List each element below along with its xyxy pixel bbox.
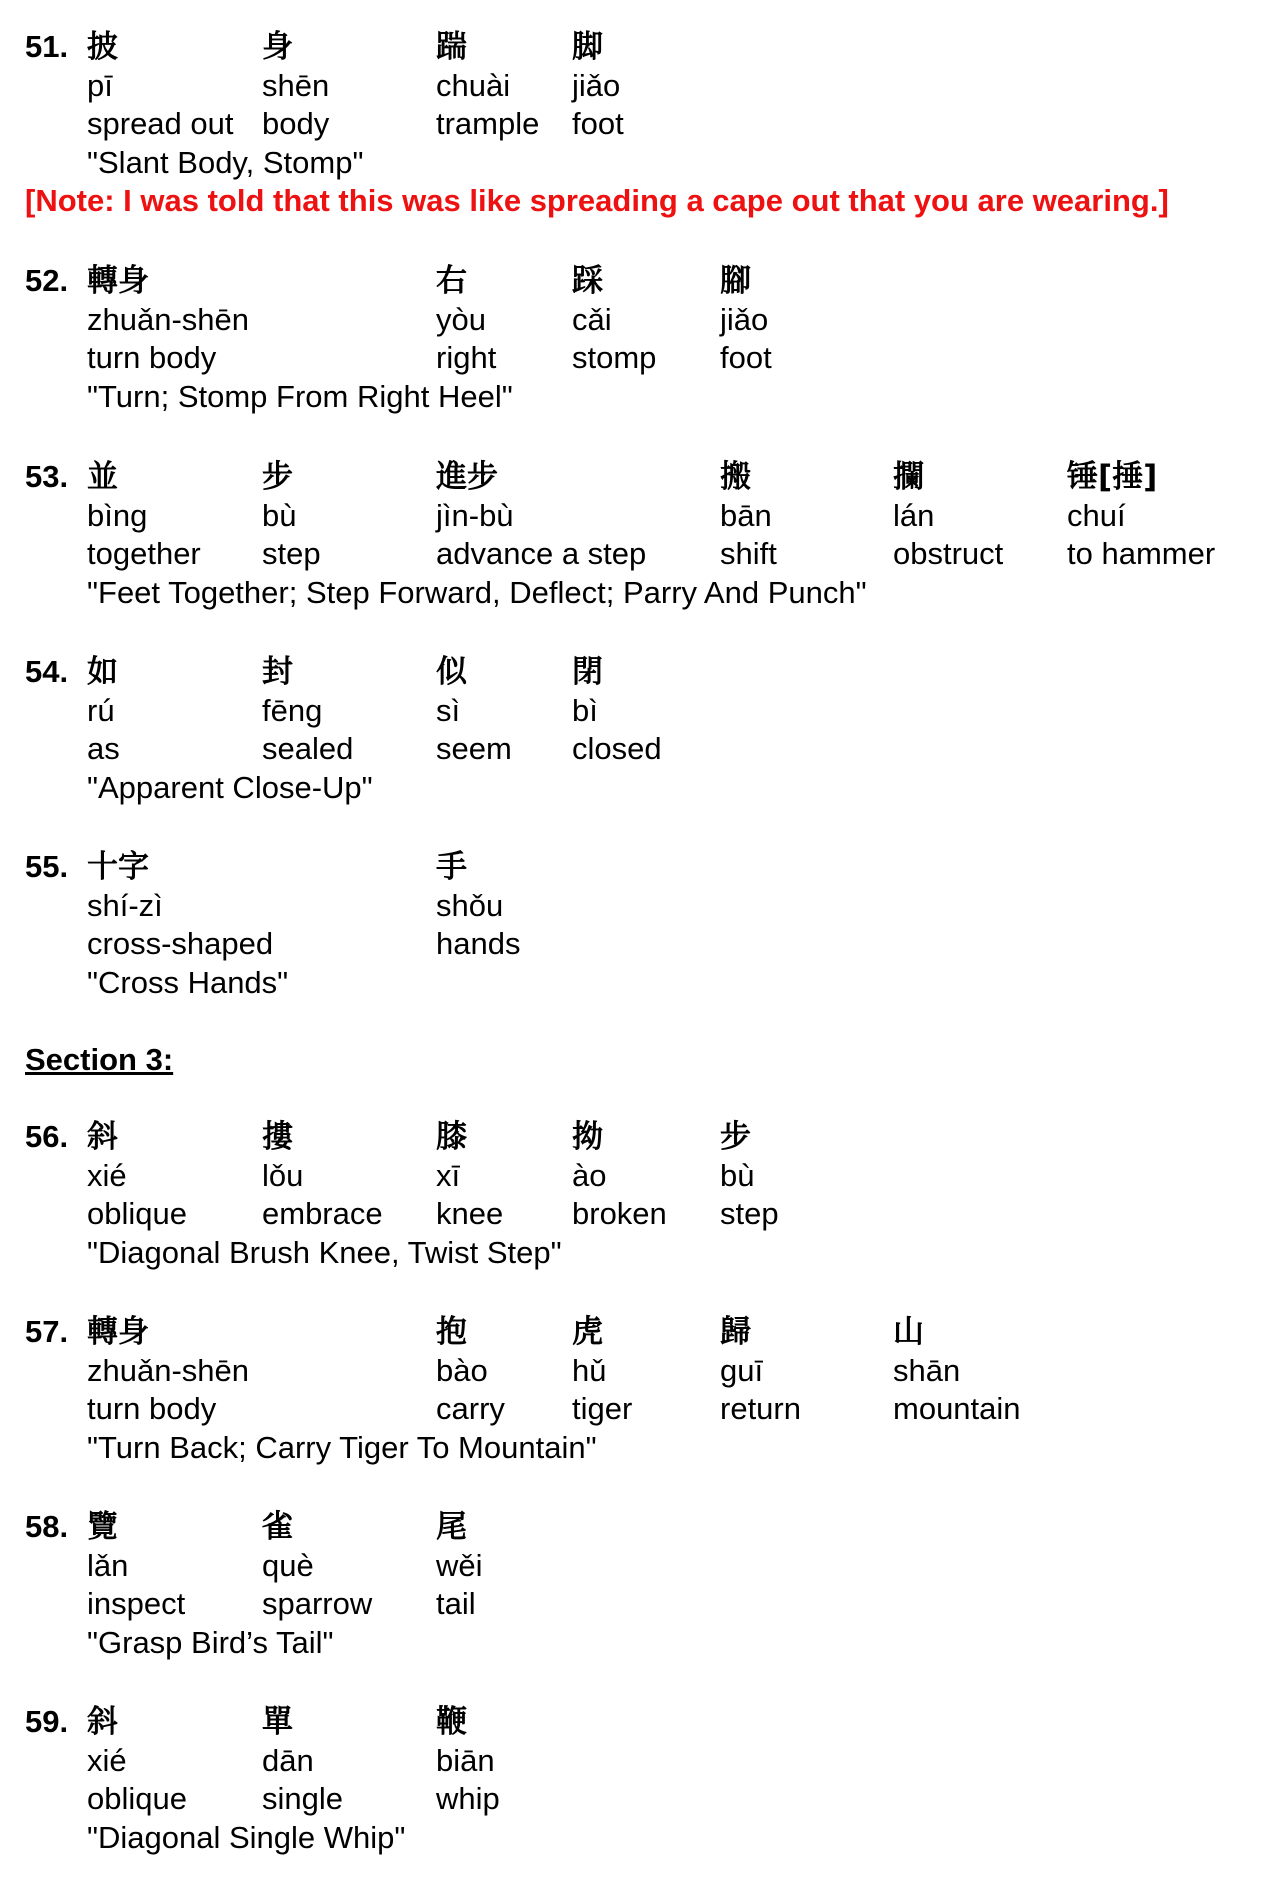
hanzi-term: 歸	[720, 1314, 751, 1350]
hanzi-term: 虎	[572, 1314, 603, 1350]
english-term: broken	[572, 1196, 667, 1231]
english-term: foot	[572, 106, 624, 141]
pinyin-term: jìn-bù	[436, 497, 514, 533]
pinyin-row	[0, 887, 1275, 925]
english-row	[0, 1390, 1275, 1428]
english-translation: "Cross Hands"	[87, 964, 289, 1000]
hanzi-term: 並	[87, 459, 118, 495]
pinyin-term: xié	[87, 1742, 127, 1778]
hanzi-term: 腳	[720, 263, 751, 299]
form-entry	[0, 653, 1275, 807]
pinyin-term: lǎn	[87, 1547, 129, 1583]
english-term: together	[87, 536, 201, 571]
pinyin-term: bù	[720, 1157, 755, 1193]
hanzi-term: 锤[捶]	[1067, 459, 1158, 495]
english-term: to hammer	[1067, 536, 1216, 571]
english-term: single	[262, 1781, 343, 1816]
hanzi-term: 雀	[262, 1509, 293, 1545]
hanzi-term: 似	[436, 654, 467, 690]
hanzi-term: 單	[262, 1704, 293, 1740]
entry-number: 57.	[25, 1314, 69, 1349]
entry-number: 52.	[25, 263, 69, 298]
hanzi-term: 拗	[572, 1119, 603, 1155]
pinyin-row	[0, 692, 1275, 730]
english-term: shift	[720, 536, 777, 571]
english-term: oblique	[87, 1781, 187, 1816]
english-term: advance a step	[436, 536, 647, 571]
pinyin-term: chuí	[1067, 497, 1126, 533]
hanzi-term: 轉身	[87, 263, 149, 299]
english-term: hands	[436, 926, 521, 961]
english-term: embrace	[262, 1196, 383, 1231]
english-row	[0, 1585, 1275, 1623]
hanzi-term: 披	[87, 29, 118, 65]
english-row	[0, 1780, 1275, 1818]
pinyin-term: què	[262, 1547, 314, 1583]
hanzi-term: 踹	[436, 29, 467, 65]
hanzi-term: 手	[436, 849, 467, 885]
hanzi-row	[0, 262, 1275, 300]
form-entry	[0, 28, 1275, 182]
english-term: return	[720, 1391, 801, 1426]
entry-number: 53.	[25, 459, 69, 494]
english-term: sealed	[262, 731, 354, 766]
english-term: turn body	[87, 1391, 217, 1426]
pinyin-term: dān	[262, 1742, 314, 1778]
english-term: turn body	[87, 340, 217, 375]
entry-number: 54.	[25, 654, 69, 689]
hanzi-row	[0, 848, 1275, 886]
hanzi-term: 脚	[572, 29, 603, 65]
hanzi-term: 搬	[720, 459, 751, 495]
english-translation: "Apparent Close-Up"	[87, 769, 373, 805]
hanzi-term: 轉身	[87, 1314, 149, 1350]
hanzi-term: 尾	[436, 1509, 467, 1545]
hanzi-term: 山	[893, 1314, 924, 1350]
pinyin-term: zhuǎn-shēn	[87, 301, 250, 337]
english-term: carry	[436, 1391, 505, 1426]
english-translation: "Diagonal Single Whip"	[87, 1819, 406, 1855]
pinyin-row	[0, 67, 1275, 105]
hanzi-term: 膝	[436, 1119, 467, 1155]
english-term: stomp	[572, 340, 657, 375]
hanzi-term: 身	[262, 29, 293, 65]
english-term: whip	[436, 1781, 500, 1816]
entry-number: 56.	[25, 1119, 69, 1154]
hanzi-row	[0, 1508, 1275, 1546]
english-row	[0, 339, 1275, 377]
hanzi-term: 斜	[87, 1704, 118, 1740]
english-term: as	[87, 731, 120, 766]
hanzi-term: 閉	[572, 654, 603, 690]
pinyin-term: lǒu	[262, 1157, 304, 1193]
english-term: body	[262, 106, 330, 141]
hanzi-term: 十字	[87, 849, 149, 885]
hanzi-term: 覽	[87, 1509, 118, 1545]
english-term: spread out	[87, 106, 234, 141]
entry-number: 51.	[25, 29, 69, 64]
hanzi-term: 如	[87, 654, 118, 690]
pinyin-row	[0, 497, 1275, 535]
pinyin-term: yòu	[436, 301, 486, 337]
pinyin-term: jiǎo	[572, 67, 621, 103]
pinyin-row	[0, 1742, 1275, 1780]
hanzi-term: 抱	[436, 1314, 467, 1350]
pinyin-term: bào	[436, 1352, 488, 1388]
form-entry	[0, 262, 1275, 416]
pinyin-term: chuài	[436, 67, 511, 103]
hanzi-term: 封	[262, 654, 293, 690]
pinyin-term: rú	[87, 692, 115, 728]
pinyin-term: lán	[893, 497, 935, 533]
hanzi-term: 摟	[262, 1119, 293, 1155]
hanzi-row	[0, 1118, 1275, 1156]
pinyin-term: shǒu	[436, 887, 504, 923]
hanzi-term: 步	[720, 1119, 751, 1155]
note-text: [Note: I was told that this was like spreading a cape out that you are wearing.]	[25, 183, 1169, 218]
english-row	[0, 1195, 1275, 1233]
english-translation: "Feet Together; Step Forward, Deflect; Parry And Punch"	[87, 574, 867, 610]
hanzi-row	[0, 653, 1275, 691]
pinyin-row	[0, 1352, 1275, 1390]
pinyin-row	[0, 301, 1275, 339]
english-term: step	[720, 1196, 779, 1231]
pinyin-term: cǎi	[572, 301, 612, 337]
pinyin-term: sì	[436, 692, 461, 728]
english-term: closed	[572, 731, 662, 766]
hanzi-row	[0, 458, 1275, 496]
pinyin-term: hǔ	[572, 1352, 607, 1388]
entry-number: 58.	[25, 1509, 69, 1544]
hanzi-row	[0, 1313, 1275, 1351]
section-heading: Section 3:	[25, 1042, 174, 1077]
form-entry	[0, 1118, 1275, 1272]
hanzi-term: 鞭	[436, 1704, 467, 1740]
pinyin-term: guī	[720, 1352, 764, 1388]
hanzi-row	[0, 28, 1275, 66]
hanzi-term: 右	[436, 263, 467, 299]
form-entry	[0, 848, 1275, 1002]
english-term: oblique	[87, 1196, 187, 1231]
pinyin-term: bì	[572, 692, 598, 728]
english-term: tiger	[572, 1391, 633, 1426]
form-entry	[0, 1508, 1275, 1662]
english-term: inspect	[87, 1586, 186, 1621]
pinyin-row	[0, 1157, 1275, 1195]
english-term: foot	[720, 340, 772, 375]
hanzi-term: 進步	[436, 459, 498, 495]
english-term: right	[436, 340, 497, 375]
english-translation: "Turn Back; Carry Tiger To Mountain"	[87, 1429, 597, 1465]
english-term: knee	[436, 1196, 504, 1231]
english-term: obstruct	[893, 536, 1004, 571]
english-translation: "Grasp Bird’s Tail"	[87, 1624, 334, 1660]
form-entry	[0, 458, 1275, 612]
english-term: tail	[436, 1586, 476, 1621]
form-entry	[0, 1703, 1275, 1857]
english-row	[0, 925, 1275, 963]
pinyin-term: xī	[436, 1157, 461, 1193]
pinyin-term: pī	[87, 67, 113, 103]
pinyin-term: shēn	[262, 67, 330, 103]
pinyin-term: xié	[87, 1157, 127, 1193]
english-translation: "Diagonal Brush Knee, Twist Step"	[87, 1234, 562, 1270]
hanzi-term: 踩	[572, 263, 603, 299]
pinyin-term: bān	[720, 497, 772, 533]
english-translation: "Turn; Stomp From Right Heel"	[87, 378, 513, 414]
english-term: trample	[436, 106, 540, 141]
english-term: sparrow	[262, 1586, 373, 1621]
english-translation: "Slant Body, Stomp"	[87, 144, 364, 180]
pinyin-term: bù	[262, 497, 297, 533]
entry-number: 59.	[25, 1704, 69, 1739]
form-entry	[0, 1313, 1275, 1467]
pinyin-term: shí-zì	[87, 887, 163, 923]
english-term: seem	[436, 731, 512, 766]
hanzi-term: 步	[262, 459, 293, 495]
pinyin-term: jiǎo	[720, 301, 769, 337]
hanzi-row	[0, 1703, 1275, 1741]
pinyin-term: bìng	[87, 497, 148, 533]
pinyin-term: biān	[436, 1742, 495, 1778]
pinyin-term: ào	[572, 1157, 607, 1193]
entry-number: 55.	[25, 849, 69, 884]
pinyin-term: fēng	[262, 692, 323, 728]
hanzi-term: 斜	[87, 1119, 118, 1155]
english-row	[0, 730, 1275, 768]
pinyin-row	[0, 1547, 1275, 1585]
pinyin-term: shān	[893, 1352, 961, 1388]
english-term: mountain	[893, 1391, 1021, 1426]
english-term: step	[262, 536, 321, 571]
pinyin-term: wěi	[436, 1547, 483, 1583]
english-term: cross-shaped	[87, 926, 274, 961]
hanzi-term: 攔	[893, 459, 924, 495]
pinyin-term: zhuǎn-shēn	[87, 1352, 250, 1388]
english-row	[0, 105, 1275, 143]
english-row	[0, 535, 1275, 573]
